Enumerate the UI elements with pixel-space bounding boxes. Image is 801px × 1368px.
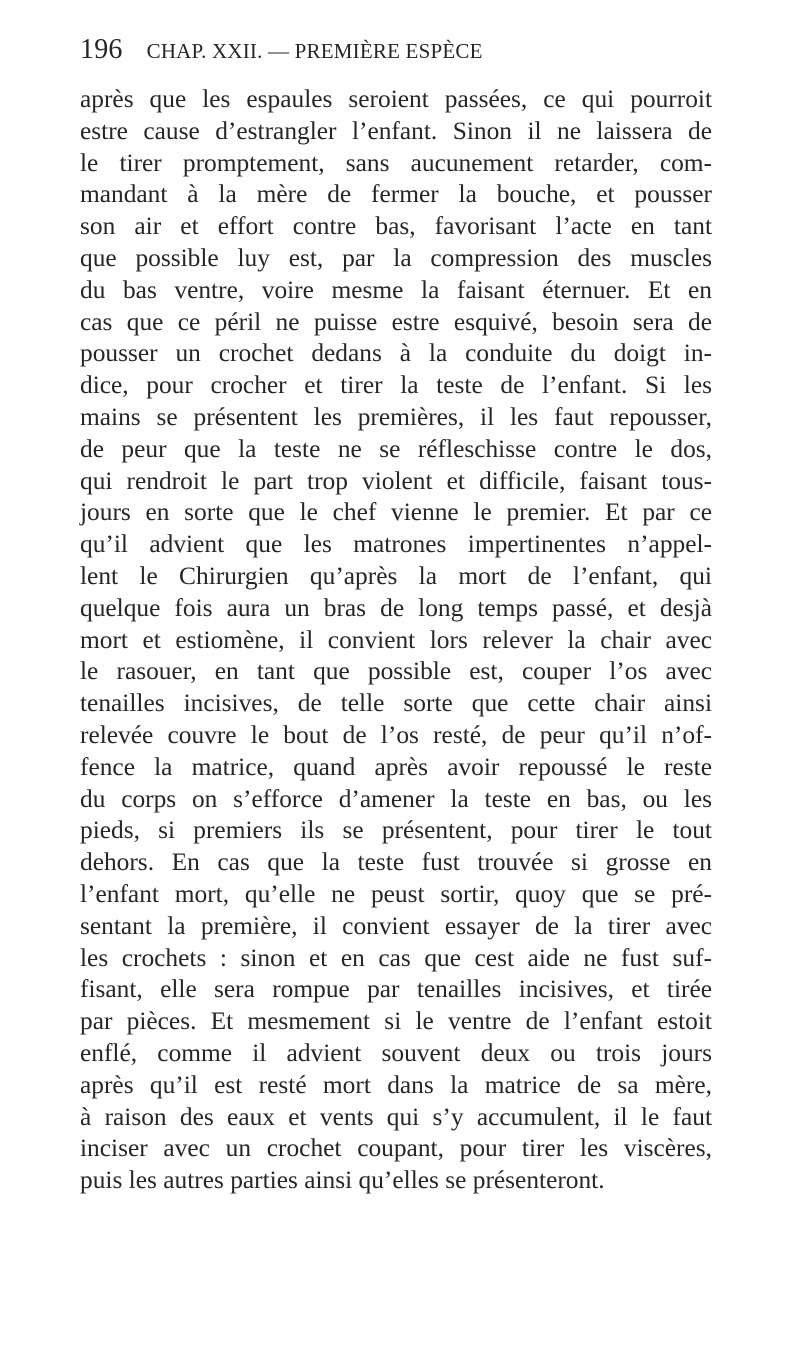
text-line: du corps on s’efforce d’amener la teste en bas, ou les [80, 784, 712, 813]
text-line: l’enfant mort, qu’elle ne peust sortir, quoy que se pré- [80, 879, 712, 908]
text-line: le tirer promptement, sans aucunement retarder, com- [80, 148, 712, 177]
text-line: les crochets : sinon et en cas que cest aide ne fust suf- [80, 943, 712, 972]
text-line: de peur que la teste ne se réfleschisse contre le dos, [80, 434, 712, 463]
text-line: estre cause d’estrangler l’enfant. Sinon il ne laissera de [80, 116, 712, 145]
text-line: dehors. En cas que la teste fust trouvée si grosse en [80, 848, 712, 877]
text-line: mandant à la mère de fermer la bouche, et pousser [80, 180, 712, 209]
text-line: par pièces. Et mesmement si le ventre de l’enfant estoit [80, 1007, 712, 1036]
text-line: inciser avec un crochet coupant, pour tirer les viscères, [80, 1134, 712, 1163]
text-line: fisant, elle sera rompue par tenailles incisives, et tirée [80, 975, 712, 1004]
text-line: enflé, comme il advient souvent deux ou trois jours [80, 1038, 712, 1067]
text-line: après qu’il est resté mort dans la matrice de sa mère, [80, 1070, 712, 1099]
running-header [80, 34, 712, 70]
body-text [80, 84, 712, 1197]
text-line: qu’il advient que les matrones impertinentes n’appel- [80, 530, 712, 559]
text-line: le rasouer, en tant que possible est, couper l’os avec [80, 657, 712, 686]
text-line: puis les autres parties ainsi qu’elles se présenteront. [80, 1166, 605, 1195]
text-line: dice, pour crocher et tirer la teste de l’enfant. Si les [80, 371, 712, 400]
text-line: quelque fois aura un bras de long temps passé, et desjà [80, 593, 712, 622]
text-line: lent le Chirurgien qu’après la mort de l’enfant, qui [80, 561, 712, 590]
text-line: pousser un crochet dedans à la conduite du doigt in- [80, 339, 712, 368]
text-line: son air et effort contre bas, favorisant l’acte en tant [80, 212, 712, 241]
text-line: qui rendroit le part trop violent et difficile, faisant tous- [80, 466, 712, 495]
text-line: cas que ce péril ne puisse estre esquivé, besoin sera de [80, 307, 712, 336]
text-line: fence la matrice, quand après avoir repoussé le reste [80, 752, 712, 781]
chapter-title: CHAP. XXII. — PREMIÈRE ESPÈCE [146, 39, 483, 63]
text-line: mains se présentent les premières, il les faut repousser, [80, 402, 712, 431]
book-page [80, 34, 712, 1197]
text-line: relevée couvre le bout de l’os resté, de peur qu’il n’of- [80, 720, 712, 749]
text-line: sentant la première, il convient essayer de la tirer avec [80, 911, 712, 940]
page-number: 196 [80, 34, 123, 65]
text-line: pieds, si premiers ils se présentent, pour tirer le tout [80, 816, 712, 845]
text-line: que possible luy est, par la compression des muscles [80, 243, 712, 272]
text-line: du bas ventre, voire mesme la faisant éternuer. Et en [80, 275, 712, 304]
text-line: à raison des eaux et vents qui s’y accumulent, il le faut [80, 1102, 712, 1131]
text-line: mort et estiomène, il convient lors relever la chair avec [80, 625, 712, 654]
text-line: tenailles incisives, de telle sorte que cette chair ainsi [80, 689, 712, 718]
text-line: après que les espaules seroient passées, ce qui pourroit [80, 85, 712, 113]
text-line: jours en sorte que le chef vienne le premier. Et par ce [80, 498, 712, 527]
